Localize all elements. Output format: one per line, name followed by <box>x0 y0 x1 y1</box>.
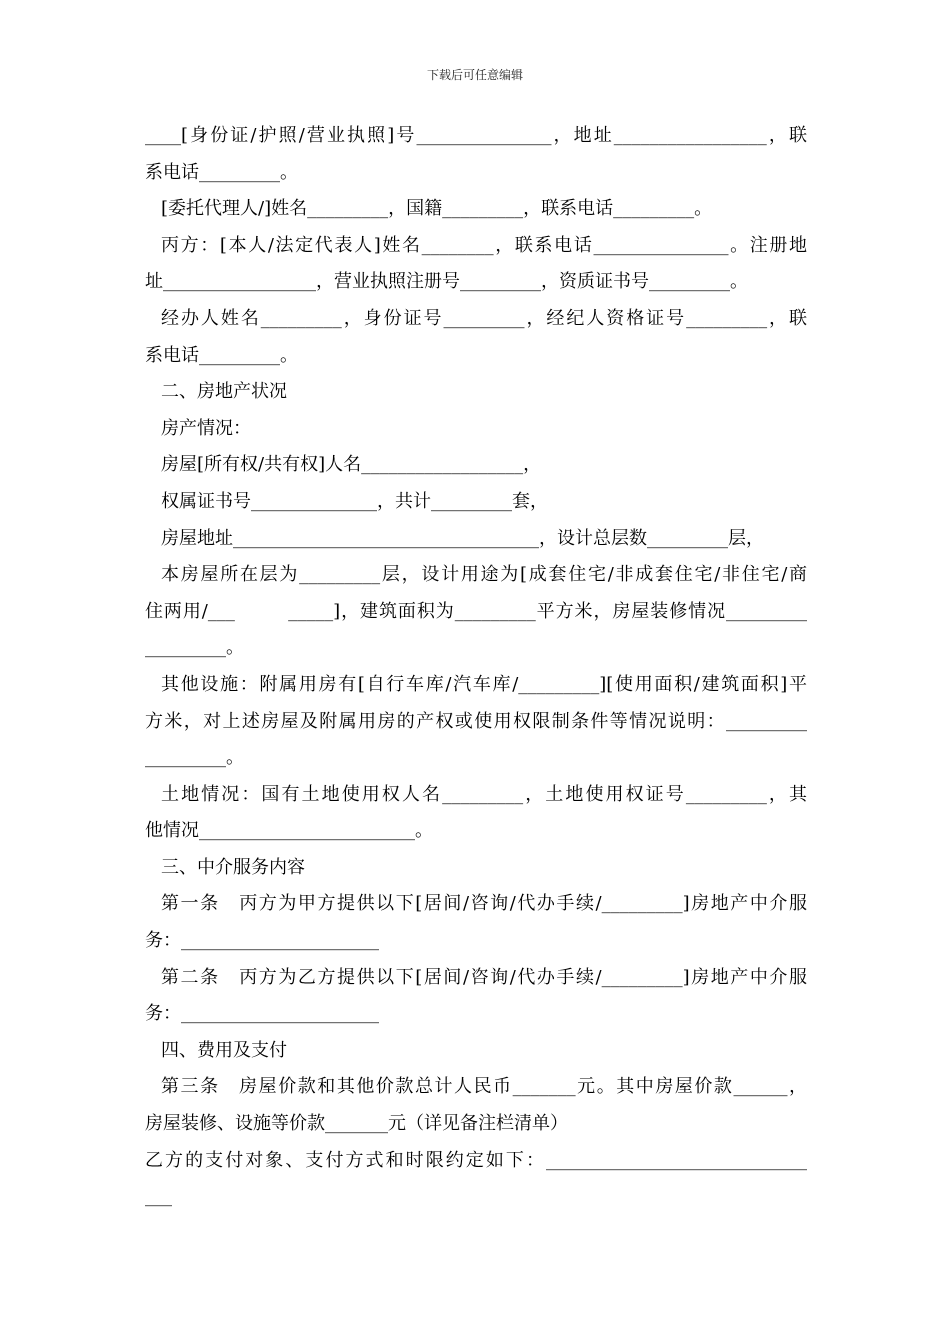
document-body <box>145 118 807 1216</box>
text-line: 方米，对上述房屋及附属用房的产权或使用权限制条件等情况说明：_________ <box>145 710 807 732</box>
text-line: [委托代理人/]姓名_________，国籍_________，联系电话_________。 <box>161 198 713 220</box>
text-line: 系电话_________。 <box>145 161 298 183</box>
text-line: 房屋地址__________________________________，设计总层数_________层， <box>161 527 764 549</box>
text-line: 住两用/___ _____]，建筑面积为_________平方米，房屋装修情况_________ <box>145 600 807 622</box>
page-header: 下载后可任意编辑 <box>426 68 523 82</box>
text-line: 三、中介服务内容 <box>161 856 305 878</box>
text-line: 土地情况：国有土地使用权人名_________，土地使用权证号_________，其 <box>161 783 807 805</box>
text-line: 址_________________，营业执照注册号_________，资质证书号_________。 <box>145 271 748 293</box>
text-line: 经办人姓名_________，身份证号_________，经纪人资格证号_________，联 <box>161 307 807 329</box>
text-line: ____[身份证/护照/营业执照]号_______________，地址_________________，联 <box>145 125 807 146</box>
text-line: 第一条 丙方为甲方提供以下[居间/咨询/代办手续/_________]房地产中介服 <box>161 893 807 915</box>
text-line: 他情况________________________。 <box>145 820 433 842</box>
text-line: 房屋装修、设施等价款_______元（详见备注栏清单） <box>145 1113 568 1135</box>
text-line: 二、房地产状况 <box>161 381 287 403</box>
text-line: 四、费用及支付 <box>161 1039 287 1061</box>
text-line: 系电话_________。 <box>145 344 298 366</box>
text-line: 第三条 房屋价款和其他价款总计人民币_______元。其中房屋价款______， <box>161 1076 807 1098</box>
text-line: 房产情况： <box>161 417 251 439</box>
text-line: 其他设施：附属用房有[自行车库/汽车库/_________][使用面积/建筑面积]平 <box>161 673 807 695</box>
text-line: 本房屋所在层为_________层，设计用途为[成套住宅/非成套住宅/非住宅/商 <box>161 564 807 586</box>
text-line: 第二条 丙方为乙方提供以下[居间/咨询/代办手续/_________]房地产中介服 <box>161 966 807 988</box>
text-line: _________。 <box>145 747 244 769</box>
text-line: 乙方的支付对象、支付方式和时限约定如下：_____________________________ <box>145 1149 807 1171</box>
text-line: 房屋[所有权/共有权]人名__________________， <box>161 454 542 476</box>
text-line: 务：______________________ <box>145 1003 379 1025</box>
text-line: 权属证书号______________，共计_________套， <box>161 490 548 512</box>
text-line: ___ <box>145 1186 172 1208</box>
text-line: _________。 <box>145 637 244 659</box>
text-line: 务：______________________ <box>145 930 379 952</box>
text-line: 丙方：[本人/法定代表人]姓名________，联系电话_______________。注册地 <box>161 234 807 256</box>
